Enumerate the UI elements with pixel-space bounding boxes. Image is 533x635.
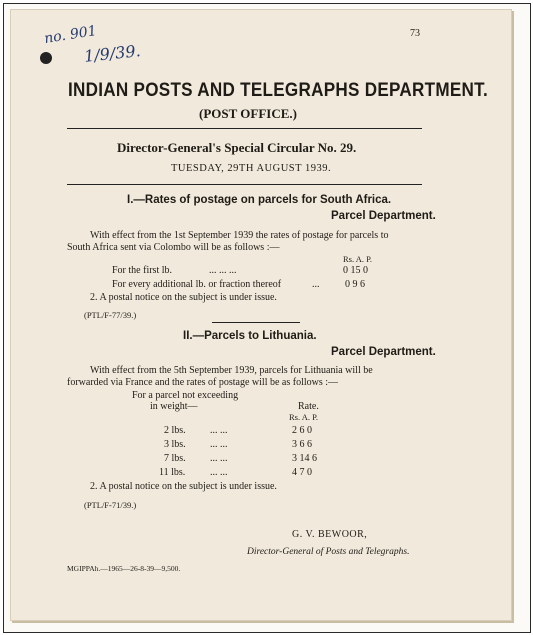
handwritten-date: 1/9/39. bbox=[83, 41, 142, 66]
rate-header: Rate. bbox=[298, 401, 319, 412]
weight-label: 3 lbs. bbox=[164, 439, 186, 450]
section1-row-label: For every additional lb. or fraction thereof bbox=[112, 279, 282, 290]
signatory-title: Director-General of Posts and Telegraphs. bbox=[247, 547, 410, 557]
section1-department: Parcel Department. bbox=[331, 210, 436, 222]
section1-row-dots: ... bbox=[312, 279, 320, 290]
weight-dots: ... ... bbox=[210, 425, 228, 436]
handwritten-number: no. 901 bbox=[43, 22, 98, 48]
weight-dots: ... ... bbox=[210, 439, 228, 450]
weight-label: 7 lbs. bbox=[164, 453, 186, 464]
signatory-name: G. V. BEWOOR, bbox=[292, 529, 368, 540]
section1-row-label: For the first lb. bbox=[112, 265, 172, 276]
date-rule bbox=[67, 184, 422, 185]
rate-value: 3 14 6 bbox=[292, 453, 317, 464]
section2-currency-header: Rs. A. P. bbox=[289, 412, 319, 422]
circular-number: Director-General's Special Circular No. 29. bbox=[117, 140, 357, 155]
punch-hole bbox=[40, 52, 52, 64]
section1-heading: I.—Rates of postage on parcels for South Africa. bbox=[127, 194, 392, 206]
section1-paragraph-line1: With effect from the 1st September 1939 the rates of postage for parcels to bbox=[90, 230, 389, 241]
rate-value: 2 6 0 bbox=[292, 425, 312, 436]
circular-date: TUESDAY, 29TH AUGUST 1939. bbox=[171, 163, 332, 174]
section1-row-value: 0 9 6 bbox=[345, 279, 365, 290]
section1-row-value: 0 15 0 bbox=[343, 265, 368, 276]
section1-paragraph-line2: South Africa sent via Colombo will be as follows :— bbox=[67, 242, 280, 253]
weight-header-line1: For a parcel not exceeding bbox=[132, 390, 239, 401]
weight-label: 11 lbs. bbox=[159, 467, 186, 478]
document-subtitle: (POST OFFICE.) bbox=[199, 106, 297, 121]
section2-paragraph-line1: With effect from the 5th September 1939, parcels for Lithuania will be bbox=[90, 365, 373, 376]
section1-reference: (PTL/F-77/39.) bbox=[84, 310, 137, 320]
rate-value: 4 7 0 bbox=[292, 467, 312, 478]
weight-dots: ... ... bbox=[210, 453, 228, 464]
weight-dots: ... ... bbox=[210, 467, 228, 478]
section2-department: Parcel Department. bbox=[331, 346, 436, 358]
printer-footer: MGIPPAh.—1965—26-8-39—9,500. bbox=[67, 564, 181, 573]
section2-note: 2. A postal notice on the subject is under issue. bbox=[90, 481, 277, 492]
rate-value: 3 6 6 bbox=[292, 439, 312, 450]
header-rule bbox=[67, 128, 422, 129]
section2-reference: (PTL/F-71/39.) bbox=[84, 500, 137, 510]
page-number: 73 bbox=[410, 28, 420, 39]
document-title: INDIAN POSTS AND TELEGRAPHS DEPARTMENT. bbox=[68, 80, 489, 101]
section2-heading: II.—Parcels to Lithuania. bbox=[183, 330, 317, 342]
weight-label: 2 lbs. bbox=[164, 425, 186, 436]
section1-note: 2. A postal notice on the subject is under issue. bbox=[90, 292, 277, 303]
section2-paragraph-line2: forwarded via France and the rates of postage will be as follows :— bbox=[67, 377, 339, 388]
section-divider bbox=[212, 322, 300, 323]
section1-row-dots: ... ... ... bbox=[209, 265, 237, 276]
section1-currency-header: Rs. A. P. bbox=[343, 254, 373, 264]
weight-header-line2: in weight— bbox=[150, 401, 198, 412]
